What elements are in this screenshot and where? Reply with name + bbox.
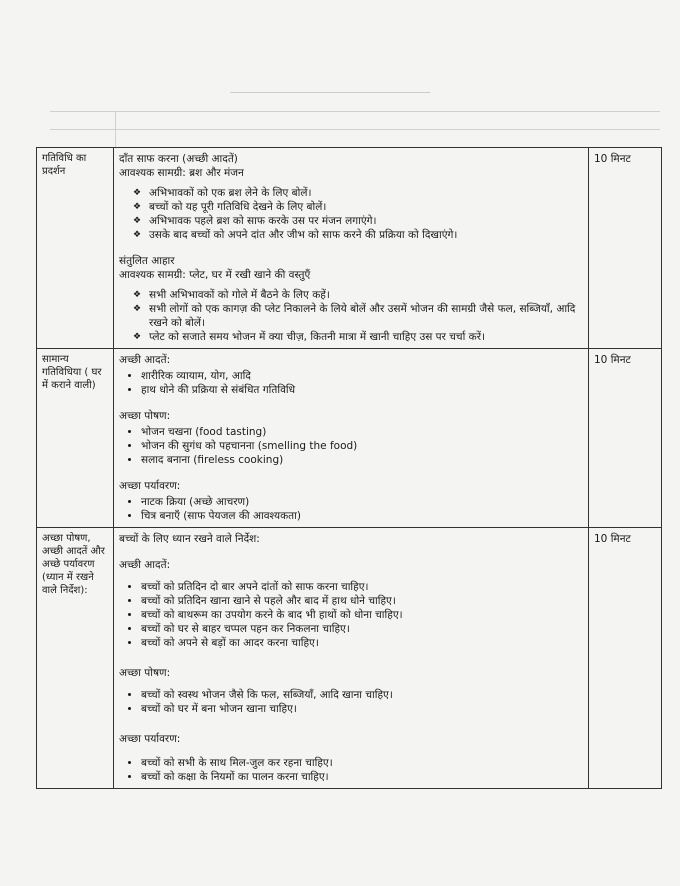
bullet-list — [119, 369, 583, 397]
list-item: ❖ अभिभावकों को एक ब्रश लेने के लिए बोलें। — [133, 186, 583, 200]
activity-name: गतिविधि का प्रदर्शन — [37, 148, 114, 349]
bullet-list — [119, 288, 583, 344]
list-item: • बच्चों को अपने से बड़ों का आदर करना चाहिए। — [141, 636, 583, 650]
table-row — [37, 349, 662, 528]
section-title: अच्छा पर्यावरण: — [119, 480, 181, 492]
list-item: • बच्चों को स्वस्थ भोजन जैसे कि फल, सब्जियाँ, आदि खाना चाहिए। — [141, 688, 583, 702]
bullet-list — [119, 688, 583, 716]
list-item: • हाथ धोने की प्रक्रिया से संबंधित गतिविधि — [141, 383, 583, 397]
list-item: • भोजन चखना (food tasting) — [141, 425, 583, 439]
list-item: • सलाद बनाना (fireless cooking) — [141, 453, 583, 467]
list-item: • शारीरिक व्यायाम, योग, आदि — [141, 369, 583, 383]
table-row — [37, 528, 662, 789]
activity-time: 10 मिनट — [589, 349, 662, 528]
list-item: ❖ सभी लोगों को एक कागज़ की प्लेट निकालने के लिये बोलें और उसमें भोजन की सामग्री जैसे फल, सब्जियाँ, आदि रखने को बोलें। — [133, 302, 583, 330]
list-item: ❖ प्लेट को सजाते समय भोजन में क्या चीज़, कितनी मात्रा में खानी चाहिए उस पर चर्चा करें। — [133, 330, 583, 344]
list-item: • बच्चों को घर में बना भोजन खाना चाहिए। — [141, 702, 583, 716]
table-row — [37, 148, 662, 349]
section-title: अच्छी आदतें: — [119, 559, 171, 571]
activity-content — [114, 528, 589, 789]
list-item: ❖ बच्चों को यह पूरी गतिविधि देखने के लिए बोलें। — [133, 200, 583, 214]
bullet-list — [119, 495, 583, 523]
activity-table — [36, 147, 662, 789]
activity-content — [114, 349, 589, 528]
section-materials: आवश्यक सामग्री: ब्रश और मंजन — [119, 167, 244, 179]
instructions-intro: बच्चों के लिए ध्यान रखने वाले निर्देश: — [119, 533, 260, 545]
activity-time: 10 मिनट — [589, 528, 662, 789]
list-item: • बच्चों को बाथरूम का उपयोग करने के बाद भी हाथों को धोना चाहिए। — [141, 608, 583, 622]
bullet-list — [119, 580, 583, 650]
activity-name: सामान्य गतिविधिया ( घर में कराने वाली) — [37, 349, 114, 528]
list-item: ❖ सभी अभिभावकों को गोले में बैठने के लिए कहें। — [133, 288, 583, 302]
section-title: अच्छी आदतें: — [119, 354, 171, 366]
activity-time: 10 मिनट — [589, 148, 662, 349]
bullet-list — [119, 186, 583, 242]
list-item: • बच्चों को प्रतिदिन दो बार अपने दांतों को साफ करना चाहिए। — [141, 580, 583, 594]
activity-content — [114, 148, 589, 349]
list-item: ❖ अभिभावक पहले ब्रश को साफ करके उस पर मंजन लगाएंगे। — [133, 214, 583, 228]
list-item: • बच्चों को कक्षा के नियमों का पालन करना चाहिए। — [141, 770, 583, 784]
section-materials: आवश्यक सामग्री: प्लेट, घर में रखी खाने की वस्तुएँ — [119, 269, 311, 281]
list-item: • बच्चों को प्रतिदिन खाना खाने से पहले और बाद में हाथ धोने चाहिए। — [141, 594, 583, 608]
list-item: • भोजन की सुगंध को पहचानना (smelling the food) — [141, 439, 583, 453]
section-title: दाँत साफ करना (अच्छी आदतें) — [119, 153, 238, 165]
section-title: अच्छा पोषण: — [119, 410, 171, 422]
bullet-list — [119, 425, 583, 467]
section-title: संतुलित आहार — [119, 255, 175, 267]
list-item: ❖ उसके बाद बच्चों को अपने दांत और जीभ को साफ करने की प्रक्रिया को दिखाएंगे। — [133, 228, 583, 242]
section-title: अच्छा पर्यावरण: — [119, 733, 181, 745]
list-item: • नाटक क्रिया (अच्छे आचरण) — [141, 495, 583, 509]
activity-name: अच्छा पोषण, अच्छी आदतें और अच्छे पर्यावरण (ध्यान में रखने वाले निर्देश): — [37, 528, 114, 789]
list-item: • बच्चों को सभी के साथ मिल-जुल कर रहना चाहिए। — [141, 756, 583, 770]
list-item: • बच्चों को घर से बाहर चप्पल पहन कर निकलना चाहिए। — [141, 622, 583, 636]
bullet-list — [119, 756, 583, 784]
list-item: • चित्र बनाएँ (साफ पेयजल की आवश्यकता) — [141, 509, 583, 523]
section-title: अच्छा पोषण: — [119, 667, 171, 679]
